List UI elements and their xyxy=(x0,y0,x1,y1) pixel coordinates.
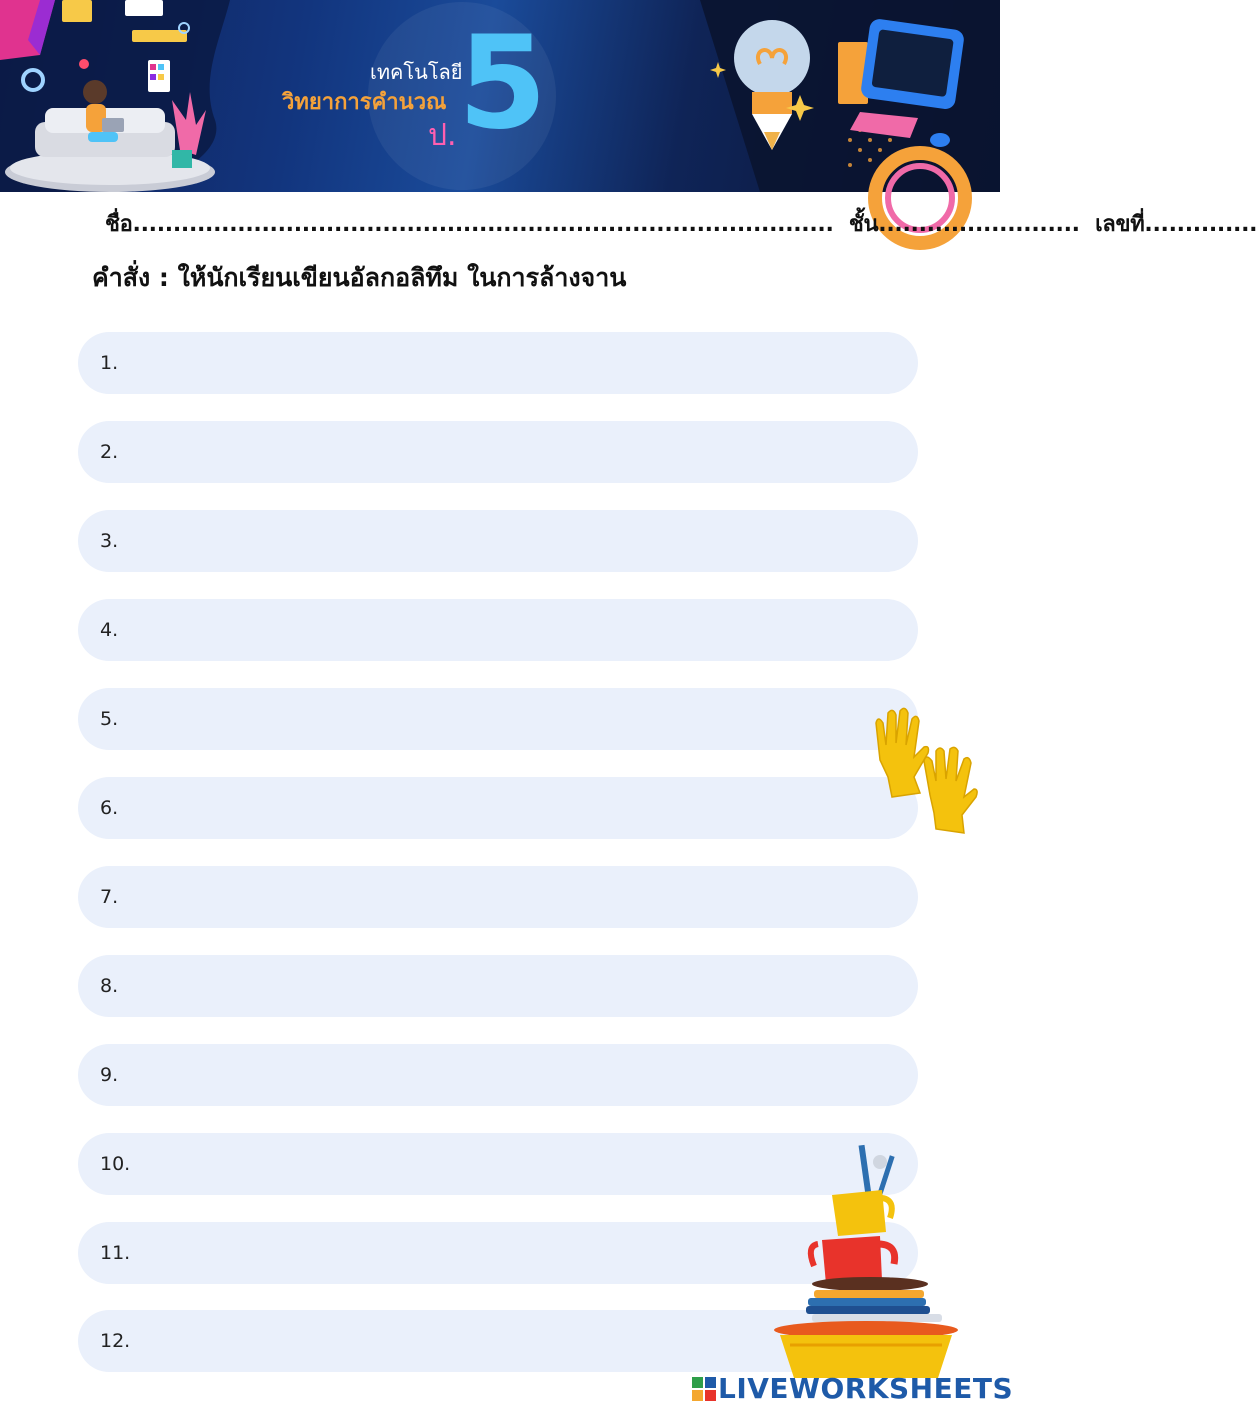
answer-row-3[interactable] xyxy=(78,510,918,572)
row-number: 3. xyxy=(100,530,119,552)
row-number: 6. xyxy=(100,797,119,819)
answer-row-9[interactable] xyxy=(78,1044,918,1106)
row-number: 11. xyxy=(100,1242,131,1264)
answer-row-2[interactable] xyxy=(78,421,918,483)
row-number: 8. xyxy=(100,975,119,997)
row-number: 10. xyxy=(100,1153,131,1175)
liveworksheets-logo-icon xyxy=(692,1377,716,1401)
answer-row-7[interactable] xyxy=(78,866,918,928)
row-number: 2. xyxy=(100,441,119,463)
brand-text: LIVEWORKSHEETS xyxy=(718,1372,1014,1405)
answer-row-6[interactable] xyxy=(78,777,918,839)
student-info-line xyxy=(105,206,1257,241)
answer-row-5[interactable] xyxy=(78,688,918,750)
row-number: 12. xyxy=(100,1330,131,1352)
grade-prefix: ป. xyxy=(428,118,457,153)
answer-row-4[interactable] xyxy=(78,599,918,661)
instruction-text: คำสั่ง : ให้นักเรียนเขียนอัลกอลิทึม ในการล้างจาน xyxy=(92,263,627,292)
row-number: 5. xyxy=(100,708,119,730)
row-number: 4. xyxy=(100,619,119,641)
row-number: 9. xyxy=(100,1064,119,1086)
gloves-icon xyxy=(870,705,980,840)
number-field[interactable]: เลขที่.............. xyxy=(1095,212,1257,237)
answer-row-8[interactable] xyxy=(78,955,918,1017)
subject-line2: วิทยาการคำนวณ xyxy=(282,90,447,115)
dishes-icon xyxy=(770,1140,960,1380)
row-number: 1. xyxy=(100,352,119,374)
answer-row-1[interactable] xyxy=(78,332,918,394)
row-number: 7. xyxy=(100,886,119,908)
name-field[interactable]: ชื่อ....................................................................................... xyxy=(105,212,834,237)
grade-number: 5 xyxy=(458,9,548,158)
class-field[interactable]: ชั้น......................... xyxy=(848,212,1080,237)
header-banner xyxy=(0,0,1000,192)
subject-line1: เทคโนโลยี xyxy=(370,60,463,84)
